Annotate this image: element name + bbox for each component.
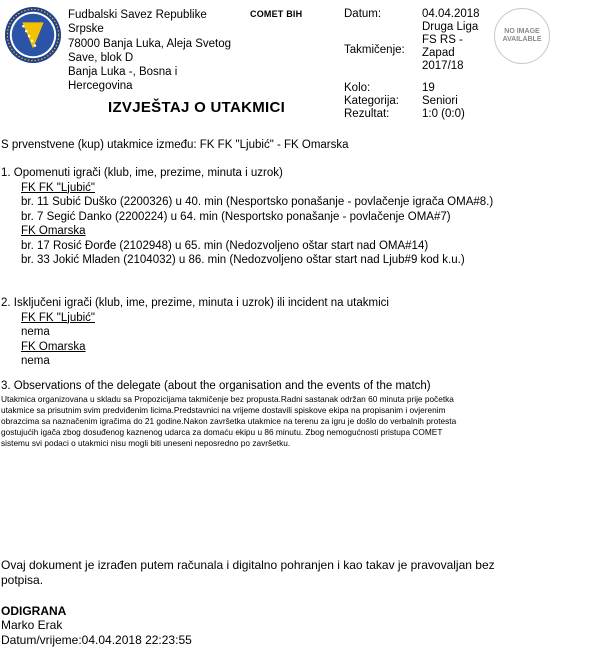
caution-item: br. 17 Rosić Đorđe (2102948) u 65. min (Nedozvoljeno oštar start nad OMA#14) xyxy=(21,239,429,252)
sent-off-value: nema xyxy=(21,326,50,338)
digital-disclaimer xyxy=(1,558,591,587)
rezultat-label: Rezultat: xyxy=(344,108,390,120)
datum-label: Datum: xyxy=(344,8,382,20)
section-heading: 2. Isključeni igrači (klub, ime, prezime, minuta i uzrok) ili incident na utakmici xyxy=(1,297,389,309)
section-cautioned-players xyxy=(1,166,591,268)
caution-item: br. 7 Segić Danko (2200224) u 64. min (Nesportsko ponašanje - povlačenje OMA#7) xyxy=(21,210,451,223)
match-status: ODIGRANA xyxy=(1,604,67,618)
kategorija-label: Kategorija: xyxy=(344,95,399,107)
org-line: 78000 Banja Luka, Aleja Svetog xyxy=(68,37,232,50)
no-image-placeholder xyxy=(494,8,550,64)
org-line: Fudbalski Savez Republike xyxy=(68,9,207,21)
org-line: Srpske xyxy=(68,23,104,36)
takmicenje-line: 2017/18 xyxy=(422,60,464,72)
takmicenje-line: Druga Liga xyxy=(422,21,479,33)
kolo-value: 19 xyxy=(422,82,435,94)
report-datetime: Datum/vrijeme:04.04.2018 22:23:55 xyxy=(1,633,192,647)
team-name: FK FK "Ljubić" xyxy=(21,311,95,324)
observation-line: utakmice sa prisutnim svim predviđenim licima.Predstavnici na vrijeme dostavili spiskove ekipa na propisanim i ovjerenim xyxy=(1,405,446,415)
observation-line: gostujućih igača zbog dosuđenog kaznenog udarca za domaću ekipu u 86 minutu. Zbog nemogućnosti pristupa COMET xyxy=(1,427,443,437)
takmicenje-line: Zapad xyxy=(422,47,455,59)
org-line: Banja Luka -, Bosna i xyxy=(68,66,178,79)
observation-line: obrazcima sa naznačenim igračima do 21 godine.Nakon završetka utakmice na terenu za igru je došlo do verbalnih protesta xyxy=(1,416,457,426)
team-name: FK Omarska xyxy=(21,225,86,237)
federation-logo xyxy=(4,6,62,64)
takmicenje-value xyxy=(422,21,478,73)
team-name: FK Omarska xyxy=(21,340,86,353)
takmicenje-label: Takmičenje: xyxy=(344,44,405,56)
caution-item: br. 11 Subić Duško (2200326) u 40. min (Nesportsko ponašanje - povlačenje igrača OMA#8.) xyxy=(21,196,494,208)
delegate-name: Marko Erak xyxy=(1,618,63,632)
observation-line: Utakmica organizovana u skladu sa Propozicijama takmičenje bez propusta.Radni sastanak održan 60 minuta prije početka xyxy=(1,394,454,404)
brand-label: COMET BIH xyxy=(250,9,303,19)
disclaimer-line: potpisa. xyxy=(1,572,44,587)
observations-text xyxy=(1,394,591,449)
rezultat-value: 1:0 (0:0) xyxy=(422,108,465,120)
caution-item: br. 33 Jokić Mladen (2104032) u 86. min (Nedozvoljeno oštar start nad Ljub#9 kod k.u.) xyxy=(21,254,465,266)
disclaimer-line: Ovaj dokument je izrađen putem računala i digitalno pohranjen i kao takav je pravovaljan bez xyxy=(1,558,495,572)
section-observations xyxy=(1,379,591,394)
takmicenje-line: FS RS - xyxy=(422,34,463,46)
match-intro: S prvenstvene (kup) utakmice između: FK FK "Ljubić" - FK Omarska xyxy=(1,139,349,151)
observation-line: sistemu svi podaci o utakmici nisu mogli biti uneseni neposredno po završetku. xyxy=(1,438,291,448)
kategorija-value: Seniori xyxy=(422,95,458,107)
datum-value: 04.04.2018 xyxy=(422,8,480,20)
report-title: IZVJEŠTAJ O UTAKMICI xyxy=(108,99,286,116)
section-sent-off-players xyxy=(1,296,591,369)
section-heading: 3. Observations of the delegate (about the organisation and the events of the match) xyxy=(1,380,431,392)
section-heading: 1. Opomenuti igrači (klub, ime, prezime, minuta i uzrok) xyxy=(1,167,283,179)
no-image-text: NO IMAGE AVAILABLE xyxy=(502,28,542,43)
kolo-label: Kolo: xyxy=(344,82,371,94)
organization-address xyxy=(68,8,250,94)
sent-off-value: nema xyxy=(21,355,50,367)
org-line: Save, blok D xyxy=(68,51,134,64)
team-name: FK FK "Ljubić" xyxy=(21,181,95,194)
org-line: Hercegovina xyxy=(68,80,133,93)
